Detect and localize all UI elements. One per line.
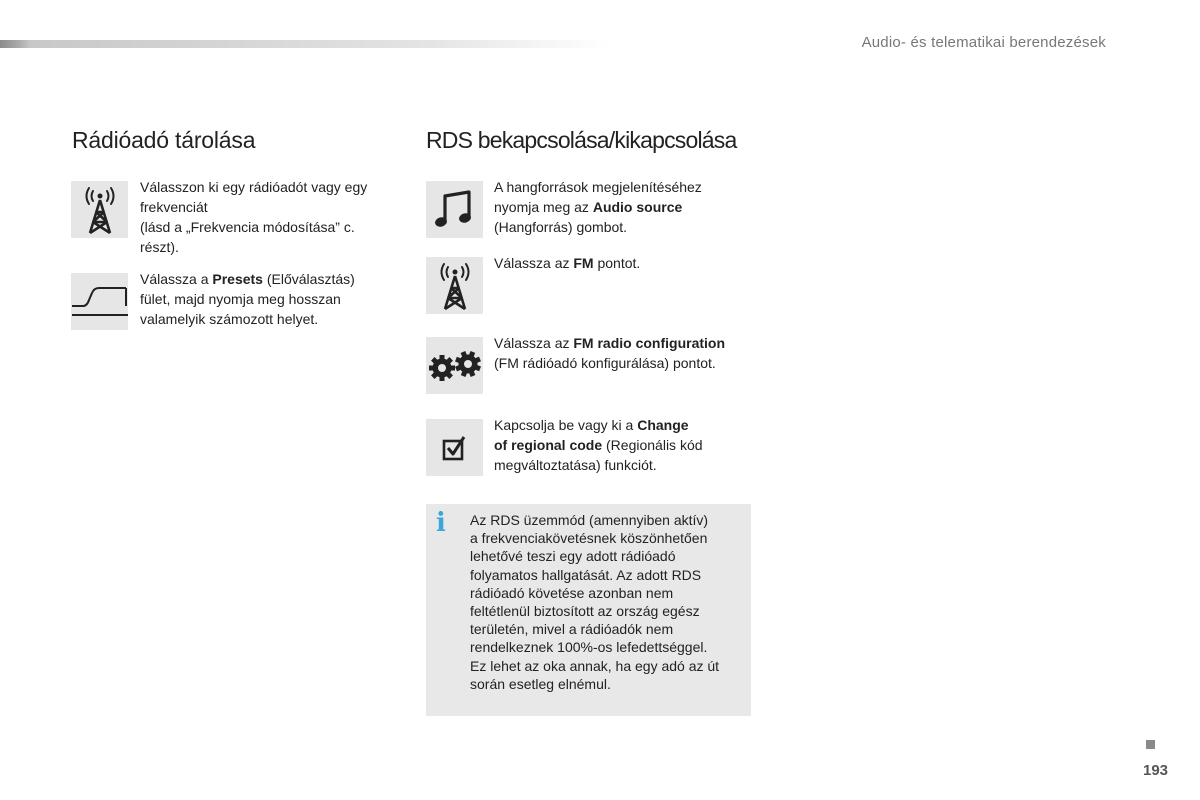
text-fragment: nyomja meg az xyxy=(494,199,593,215)
step-text xyxy=(494,177,764,237)
gears-icon xyxy=(426,337,483,394)
info-line: Az RDS üzemmód (amennyiben aktív) xyxy=(470,512,709,528)
text-line: (FM rádióadó konfigurálása) pontot. xyxy=(494,355,716,371)
step-text xyxy=(494,333,774,373)
info-line: területén, mivel a rádióadók nem xyxy=(470,621,674,638)
audio-source-label: Audio source xyxy=(592,199,683,215)
info-line: a frekvenciakövetésnek köszönhetően xyxy=(470,530,708,547)
text-line: részt). xyxy=(140,239,179,255)
step-text xyxy=(140,177,410,257)
info-line: feltétlenül biztosított az ország egész xyxy=(470,603,700,620)
radio-tower-icon xyxy=(71,181,128,238)
text-line: (lásd a „Frekvencia módosítása” c. xyxy=(140,219,355,235)
info-line: rádióadó követése azonban nem xyxy=(470,584,674,601)
info-text xyxy=(470,511,750,693)
step-text xyxy=(494,415,764,475)
radio-tower-icon xyxy=(426,257,483,314)
regional-code-label: of regional code xyxy=(494,437,603,453)
header-gradient-bar xyxy=(0,40,610,48)
step-text xyxy=(494,253,764,273)
info-box xyxy=(426,504,751,716)
section-heading-rds: RDS bekapcsolása/kikapcsolása xyxy=(426,127,737,153)
step-text xyxy=(140,269,410,329)
info-line: során esetleg elnémul. xyxy=(470,675,611,692)
info-line: rendelkeznek 100%-os lefedettséggel. xyxy=(470,639,708,656)
text-line: (Hangforrás) gombot. xyxy=(494,219,628,235)
text-fragment: Válassza az xyxy=(494,335,574,351)
fm-radio-configuration-label: FM radio configuration xyxy=(573,335,726,351)
text-fragment: (Előválasztás) xyxy=(262,271,355,287)
text-line: fület, majd nyomja meg hosszan xyxy=(140,291,341,307)
info-line: folyamatos hallgatását. Az adott RDS xyxy=(470,566,702,583)
text-line: Válasszon ki egy rádióadót vagy egy xyxy=(140,179,368,195)
page-marker xyxy=(1146,740,1155,749)
text-line: A hangforrások megjelenítéséhez xyxy=(494,179,702,195)
text-fragment: (Regionális kód xyxy=(602,437,703,453)
text-fragment: Válassza a xyxy=(140,271,213,287)
text-fragment: Válassza az xyxy=(494,255,574,271)
section-heading-store-station: Rádióadó tárolása xyxy=(72,127,256,153)
change-label: Change xyxy=(637,417,689,433)
text-line: valamelyik számozott helyet. xyxy=(140,311,319,327)
text-line: megváltoztatása) funkciót. xyxy=(494,457,657,473)
text-line: frekvenciát xyxy=(140,199,208,215)
checkbox-icon xyxy=(426,419,483,476)
text-fragment: Kapcsolja be vagy ki a xyxy=(494,417,638,433)
info-line: Ez lehet az oka annak, ha egy adó az út xyxy=(470,657,720,674)
music-note-icon xyxy=(426,181,483,238)
presets-label: Presets xyxy=(212,271,263,287)
info-line: lehetővé teszi egy adott rádióadó xyxy=(470,548,676,565)
text-fragment: pontot. xyxy=(593,255,641,271)
page-number: 193 xyxy=(1143,762,1169,779)
chapter-title: Audio- és telematikai berendezések xyxy=(861,34,1106,51)
presets-tab-icon xyxy=(71,273,128,330)
fm-label: FM xyxy=(573,255,594,271)
info-icon: i xyxy=(436,508,446,538)
